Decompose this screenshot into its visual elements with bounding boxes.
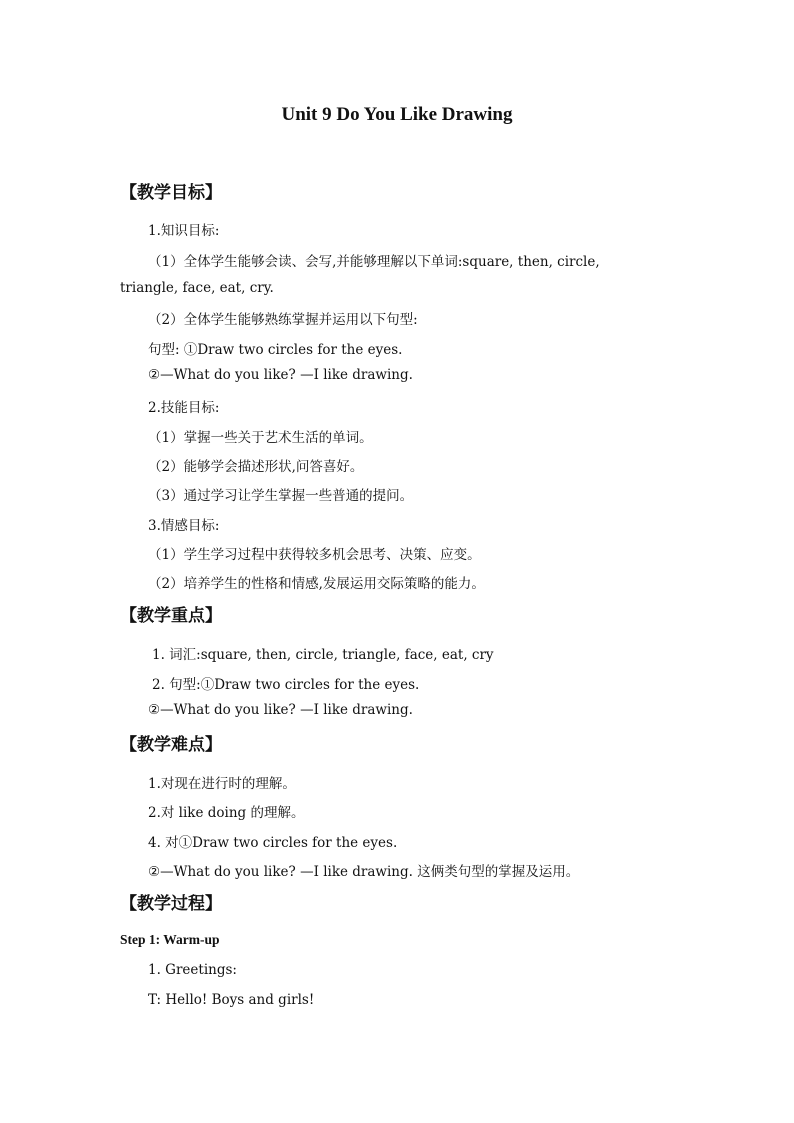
text-line: 2.对 like doing 的理解。 bbox=[148, 805, 305, 821]
text-line: 1. Greetings: bbox=[148, 962, 237, 978]
text-line: 3.情感目标: bbox=[148, 518, 220, 534]
text-line: （2）能够学会描述形状,问答喜好。 bbox=[148, 459, 364, 475]
text-line: ②—What do you like? —I like drawing. bbox=[148, 702, 413, 718]
text-line: 1.对现在进行时的理解。 bbox=[148, 776, 296, 792]
text-line: （3）通过学习让学生掌握一些普通的提问。 bbox=[148, 488, 414, 504]
text-line: （1）学生学习过程中获得较多机会思考、决策、应变。 bbox=[148, 547, 481, 563]
text-line: 1.知识目标: bbox=[148, 223, 220, 239]
text-line: 1. 词汇:square, then, circle, triangle, face, eat, cry bbox=[152, 647, 494, 663]
text-line: 2.技能目标: bbox=[148, 400, 220, 416]
text-line: ②—What do you like? —I like drawing. bbox=[148, 367, 413, 383]
heading-difficulties: 【教学难点】 bbox=[120, 735, 222, 755]
heading-key-points: 【教学重点】 bbox=[120, 606, 222, 626]
text-line: ②—What do you like? —I like drawing. 这俩类句型的掌握及运用。 bbox=[148, 864, 580, 880]
heading-process: 【教学过程】 bbox=[120, 894, 222, 914]
text-line: 4. 对①Draw two circles for the eyes. bbox=[148, 835, 398, 851]
text-line: （2）全体学生能够熟练掌握并运用以下句型: bbox=[148, 312, 418, 328]
heading-objectives: 【教学目标】 bbox=[120, 183, 222, 203]
text-line: （1）全体学生能够会读、会写,并能够理解以下单词:square, then, circle, bbox=[148, 254, 600, 270]
text-line: 2. 句型:①Draw two circles for the eyes. bbox=[152, 677, 420, 693]
text-line: T: Hello! Boys and girls! bbox=[148, 992, 315, 1008]
step-heading: Step 1: Warm-up bbox=[120, 932, 220, 947]
text-line: 句型: ①Draw two circles for the eyes. bbox=[148, 342, 403, 358]
text-line: （1）掌握一些关于艺术生活的单词。 bbox=[148, 430, 373, 446]
text-line: （2）培养学生的性格和情感,发展运用交际策略的能力。 bbox=[148, 576, 485, 592]
text-line: triangle, face, eat, cry. bbox=[120, 280, 274, 296]
page-title: Unit 9 Do You Like Drawing bbox=[281, 104, 513, 125]
